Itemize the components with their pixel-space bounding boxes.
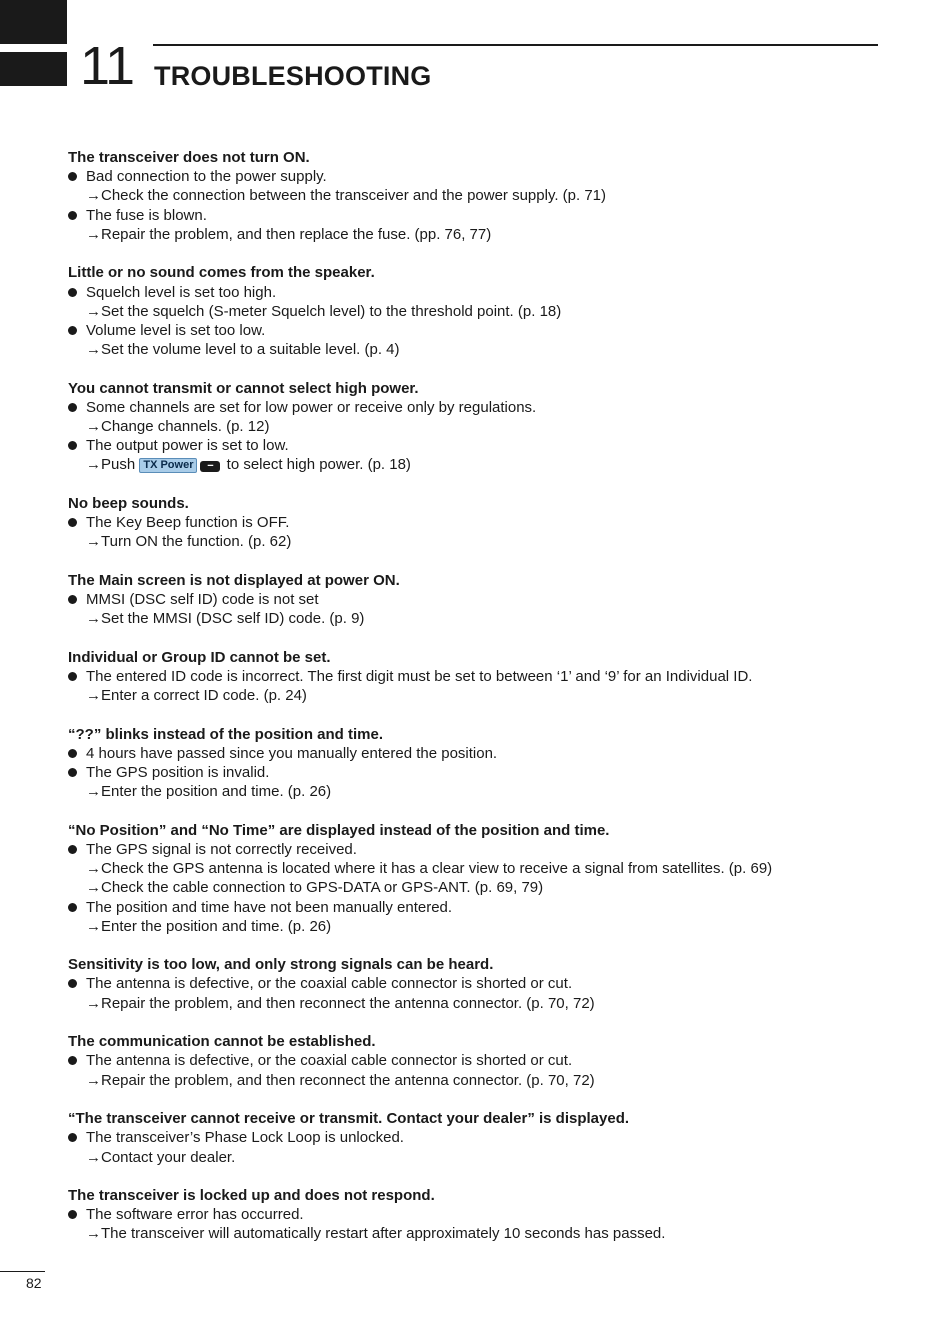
remedy-line: →Check the connection between the transceiver and the power supply. (p. 71): [86, 187, 607, 205]
remedy-line: →Repair the problem, and then reconnect the antenna connector. (p. 70, 72): [86, 1071, 595, 1089]
remedy-line: →Enter a correct ID code. (p. 24): [86, 687, 307, 705]
cause-bullet: MMSI (DSC self ID) code is not set: [68, 590, 888, 609]
cause-bullet: The GPS signal is not correctly received.: [68, 840, 888, 859]
remedy-line: →Repair the problem, and then reconnect the antenna connector. (p. 70, 72): [86, 994, 595, 1012]
section-heading: Sensitivity is too low, and only strong signals can be heard.: [68, 956, 494, 974]
footer-rule: [0, 1271, 45, 1272]
header-rule: [153, 44, 878, 46]
trouble-section: [68, 148, 888, 244]
cause-bullet: The GPS position is invalid.: [68, 763, 888, 782]
cause-bullet: The fuse is blown.: [68, 206, 888, 225]
cause-bullet: The antenna is defective, or the coaxial cable connector is shorted or cut.: [68, 974, 888, 993]
remedy-line: →Enter the position and time. (p. 26): [86, 783, 332, 801]
section-heading: “??” blinks instead of the position and time.: [68, 725, 384, 743]
trouble-section: [68, 1032, 888, 1090]
page-number: 82: [26, 1275, 42, 1291]
troubleshooting-content: [68, 148, 888, 1263]
cause-bullet: The software error has occurred.: [68, 1205, 888, 1224]
cause-bullet: Squelch level is set too high.: [68, 283, 888, 302]
chapter-title: TROUBLESHOOTING: [154, 61, 432, 91]
cause-bullet: The position and time have not been manually entered.: [68, 898, 888, 917]
remedy-line: →Check the GPS antenna is located where it has a clear view to receive a signal from satellites. (p. 69): [86, 860, 773, 878]
trouble-section: [68, 1109, 888, 1167]
remedy-line: →Check the cable connection to GPS-DATA or GPS-ANT. (p. 69, 79): [86, 879, 544, 897]
minus-key-icon: −: [200, 461, 220, 472]
cause-bullet: The entered ID code is incorrect. The first digit must be set to between ‘1’ and ‘9’ for an Individual ID.: [68, 667, 888, 686]
section-heading: “The transceiver cannot receive or transmit. Contact your dealer” is displayed.: [68, 1110, 630, 1128]
trouble-section: [68, 821, 888, 936]
trouble-section: [68, 263, 888, 359]
trouble-section: [68, 1186, 888, 1244]
trouble-section: [68, 725, 888, 802]
section-heading: No beep sounds.: [68, 494, 189, 512]
chapter-number: 11: [80, 36, 135, 96]
cause-bullet: Some channels are set for low power or receive only by regulations.: [68, 398, 888, 417]
cause-bullet: Volume level is set too low.: [68, 321, 888, 340]
remedy-line: →Turn ON the function. (p. 62): [86, 533, 292, 551]
section-heading: The transceiver does not turn ON.: [68, 149, 310, 166]
cause-bullet: Bad connection to the power supply.: [68, 167, 888, 186]
remedy-line: →Contact your dealer.: [86, 1148, 236, 1166]
section-heading: Individual or Group ID cannot be set.: [68, 648, 331, 666]
tx-power-key-icon: TX Power: [139, 458, 197, 473]
cause-bullet: 4 hours have passed since you manually entered the position.: [68, 744, 888, 763]
remedy-line: →Set the squelch (S-meter Squelch level) to the threshold point. (p. 18): [86, 302, 562, 320]
trouble-section: [68, 571, 888, 629]
section-heading: The transceiver is locked up and does not respond.: [68, 1187, 435, 1204]
trouble-section: [68, 648, 888, 706]
push-prefix-text: →Push: [86, 456, 140, 474]
section-heading: You cannot transmit or cannot select high power.: [68, 379, 419, 397]
remedy-line: →Repair the problem, and then replace the fuse. (pp. 76, 77): [86, 225, 492, 243]
remedy-line: →Set the volume level to a suitable level. (p. 4): [86, 341, 400, 359]
cause-bullet: The transceiver’s Phase Lock Loop is unlocked.: [68, 1128, 888, 1147]
cause-bullet: The output power is set to low.: [68, 436, 888, 455]
section-heading: The communication cannot be established.: [68, 1033, 376, 1051]
cause-bullet: The Key Beep function is OFF.: [68, 513, 888, 532]
chapter-tab-top: [0, 0, 67, 44]
section-heading: The Main screen is not displayed at power ON.: [68, 571, 400, 589]
remedy-line: →Set the MMSI (DSC self ID) code. (p. 9): [86, 610, 365, 628]
trouble-section: [68, 494, 888, 552]
cause-bullet: The antenna is defective, or the coaxial cable connector is shorted or cut.: [68, 1051, 888, 1070]
trouble-section: [68, 379, 888, 475]
remedy-line: →The transceiver will automatically restart after approximately 10 seconds has passed.: [86, 1225, 666, 1243]
section-heading: Little or no sound comes from the speaker.: [68, 264, 375, 282]
section-heading: “No Position” and “No Time” are displayed instead of the position and time.: [68, 821, 610, 839]
chapter-tab-bottom: [0, 52, 67, 86]
remedy-line: [68, 455, 888, 474]
remedy-line: →Change channels. (p. 12): [86, 418, 270, 436]
remedy-line: →Enter the position and time. (p. 26): [86, 917, 332, 935]
trouble-section: [68, 955, 888, 1013]
push-suffix-text: to select high power. (p. 18): [222, 456, 411, 474]
